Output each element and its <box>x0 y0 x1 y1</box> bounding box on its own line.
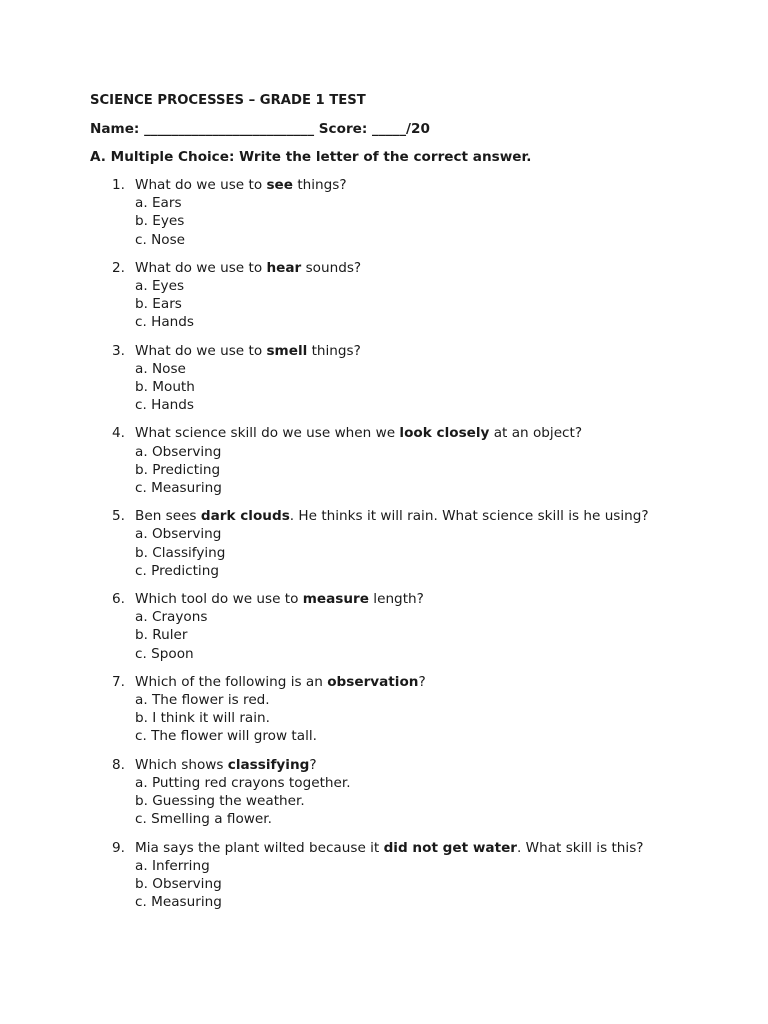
answer-option: b. Eyes <box>135 213 185 230</box>
question-text-part: ? <box>309 756 317 773</box>
answer-option: a. Observing <box>135 526 222 543</box>
question-number: 6. <box>112 591 125 608</box>
question-number: 4. <box>112 425 125 442</box>
answer-option: a. Putting red crayons together. <box>135 774 351 791</box>
question-item <box>90 507 768 580</box>
question-text-part: ? <box>418 673 426 690</box>
answer-option: c. Measuring <box>135 480 222 497</box>
question-keyword: look closely <box>399 425 490 442</box>
question-item <box>90 176 768 249</box>
question-text-part: length? <box>368 591 424 608</box>
answer-option: b. Observing <box>135 875 222 892</box>
question-text-part: at an object? <box>489 425 583 442</box>
question-keyword: hear <box>266 259 302 276</box>
answer-option: b. Classifying <box>135 544 226 561</box>
answer-option: c. Hands <box>135 397 194 414</box>
question-text-part: Which of the following is an <box>135 673 328 690</box>
answer-option: c. Hands <box>135 314 194 331</box>
question-keyword: observation <box>327 673 419 690</box>
question-text <box>135 590 768 608</box>
answer-option: a. The flower is red. <box>135 692 270 709</box>
answer-option: a. Crayons <box>135 609 208 626</box>
question-keyword: dark clouds <box>200 508 290 525</box>
question-number: 8. <box>112 756 125 773</box>
question-text <box>135 259 768 277</box>
answer-option: c. Nose <box>135 231 186 248</box>
question-text-part: What do we use to <box>135 342 267 359</box>
question-text-part: Ben sees <box>135 508 201 525</box>
answer-option: a. Inferring <box>135 857 210 874</box>
question-number: 5. <box>112 508 125 525</box>
question-item <box>90 259 768 332</box>
question-number: 2. <box>112 259 125 276</box>
answer-option: c. Spoon <box>135 645 194 662</box>
answer-option: a. Eyes <box>135 278 185 295</box>
question-text <box>135 756 768 774</box>
answer-option: a. Nose <box>135 360 186 377</box>
question-text-part: What do we use to <box>135 259 267 276</box>
answer-option: c. Measuring <box>135 894 222 911</box>
question-text-part: sounds? <box>301 259 362 276</box>
question-text <box>135 673 768 691</box>
question-list <box>90 176 768 911</box>
question-text-part: things? <box>293 177 347 193</box>
page-title: SCIENCE PROCESSES – GRADE 1 TEST <box>90 93 366 108</box>
answer-option: a. Observing <box>135 443 222 460</box>
question-text-part: . He thinks it will rain. What science skill is he using? <box>289 508 649 525</box>
answer-option: c. The flower will grow tall. <box>135 728 317 745</box>
question-text-part: Which tool do we use to <box>135 591 303 608</box>
question-text-part: What science skill do we use when we <box>135 425 400 442</box>
question-text <box>135 839 768 857</box>
question-number: 1. <box>112 177 125 193</box>
question-number: 3. <box>112 342 125 359</box>
question-text <box>135 424 768 442</box>
question-text-part: Which shows <box>135 756 228 773</box>
question-keyword: did not get water <box>383 839 518 856</box>
question-keyword: smell <box>266 342 308 359</box>
name-score-line: Name: _________________________ Score: _____/20 <box>90 121 430 137</box>
answer-option: a. Ears <box>135 195 182 212</box>
question-number: 9. <box>112 839 125 856</box>
question-item <box>90 590 768 663</box>
question-item <box>90 673 768 746</box>
question-text-part: . What skill is this? <box>517 839 644 856</box>
section-a-heading: A. Multiple Choice: Write the letter of the correct answer. <box>90 149 532 165</box>
answer-option: b. Guessing the weather. <box>135 793 305 810</box>
question-keyword: measure <box>302 591 369 608</box>
answer-option: b. I think it will rain. <box>135 710 270 727</box>
answer-option: c. Smelling a flower. <box>135 811 272 828</box>
answer-option: b. Ruler <box>135 627 188 644</box>
question-item <box>90 756 768 829</box>
question-text-part: things? <box>307 342 361 359</box>
question-text-part: Mia says the plant wilted because it <box>135 839 384 856</box>
question-keyword: see <box>266 177 293 193</box>
question-text <box>135 176 768 194</box>
answer-option: b. Predicting <box>135 461 221 478</box>
question-item <box>90 342 768 415</box>
question-item <box>90 424 768 497</box>
question-number: 7. <box>112 673 125 690</box>
question-keyword: classifying <box>227 756 310 773</box>
question-text <box>135 342 768 360</box>
answer-option: c. Predicting <box>135 562 219 579</box>
question-text-part: What do we use to <box>135 177 267 193</box>
question-text <box>135 507 768 525</box>
answer-option: b. Mouth <box>135 379 195 396</box>
question-item <box>90 839 768 912</box>
answer-option: b. Ears <box>135 296 182 313</box>
